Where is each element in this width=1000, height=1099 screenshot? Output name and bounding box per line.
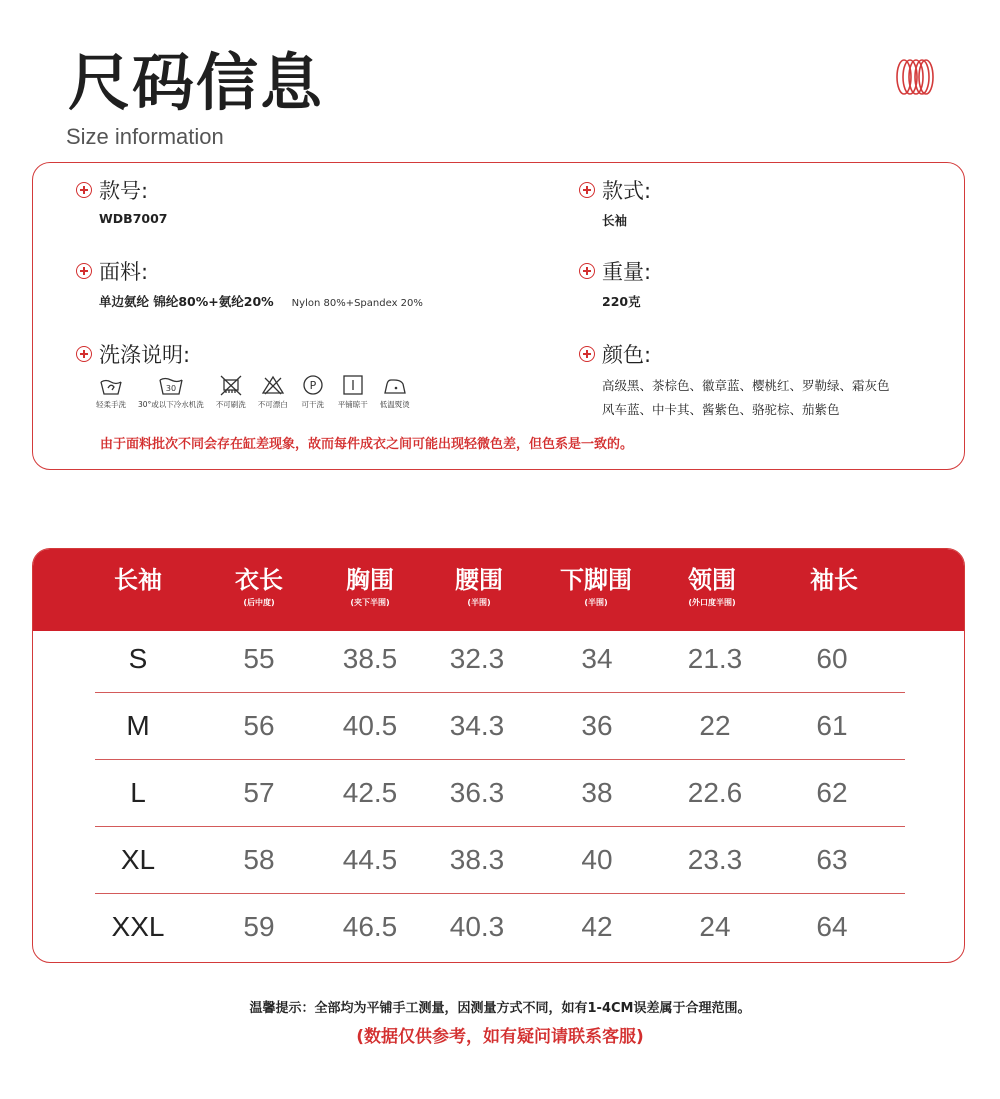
column-header: 衣长 (后中度) [235, 566, 283, 608]
machine-wash-30-icon [158, 374, 184, 396]
weight-field [579, 257, 651, 310]
color-list-line: 高级黑、茶棕色、徽章蓝、樱桃红、罗勒绿、霜灰色 [602, 378, 890, 393]
hem-cell: 34 [581, 643, 613, 674]
care-item: 轻柔手洗 [96, 374, 126, 410]
svg-text:P: P [309, 379, 317, 392]
no-bleach-icon [260, 374, 286, 396]
flat-dry-icon [340, 374, 366, 396]
chest-cell: 46.5 [342, 911, 398, 942]
color-label: 颜色: [602, 343, 652, 367]
waist-cell: 32.3 [449, 643, 505, 674]
table-row [95, 629, 905, 693]
row-divider [95, 893, 905, 895]
care-instructions [96, 374, 422, 410]
table-row [95, 830, 905, 894]
reference-note: (数据仅供参考，如有疑问请联系客服) [356, 1027, 644, 1047]
measurement-tip: 温馨提示：全部均为平铺手工测量，因测量方式不同，如有1-4CM误差属于合理范围。 [249, 1001, 751, 1016]
sleeve-cell: 64 [816, 911, 848, 942]
color-field [579, 340, 890, 422]
column-header: 领围 (外口度半围) [688, 566, 736, 608]
collar-cell: 23.3 [687, 844, 743, 875]
color-list-line: 风车蓝、中卡其、酱紫色、骆驼棕、茄紫色 [602, 402, 840, 417]
weight-value: 220克 [602, 294, 641, 309]
care-item: 30 30°或以下冷水机洗 [138, 374, 204, 410]
style-field [579, 176, 651, 229]
length-cell: 58 [243, 844, 275, 875]
sleeve-cell: 63 [816, 844, 848, 875]
care-item: P 可干洗 [300, 374, 326, 410]
column-header: 腰围 (半围) [455, 566, 503, 608]
low-iron-icon [382, 374, 408, 396]
waist-cell: 38.3 [449, 844, 505, 875]
collar-cell: 22 [699, 710, 731, 741]
table-row [95, 897, 905, 961]
row-divider [95, 692, 905, 694]
color-difference-notice: 由于面料批次不同会存在缸差现象，故而每件成衣之间可能出现轻微色差，但色系是一致的。 [100, 437, 634, 452]
row-divider [95, 759, 905, 761]
chest-cell: 42.5 [342, 777, 398, 808]
size-table [32, 548, 965, 963]
column-header: 长袖 [114, 566, 162, 594]
waist-cell: 40.3 [449, 911, 505, 942]
style-no-field [76, 176, 167, 226]
style-label: 款式: [602, 179, 652, 203]
page-subtitle: Size information [66, 124, 224, 149]
plus-circle-icon [76, 263, 92, 279]
chest-cell: 44.5 [342, 844, 398, 875]
hem-cell: 38 [581, 777, 613, 808]
length-cell: 56 [243, 710, 275, 741]
hem-cell: 36 [581, 710, 613, 741]
size-cell: XXL [111, 911, 165, 942]
fabric-field [76, 257, 423, 310]
hem-cell: 40 [581, 844, 613, 875]
care-item: 平铺晾干 [338, 374, 368, 410]
collar-cell: 21.3 [687, 643, 743, 674]
fabric-value-en: Nylon 80%+Spandex 20% [291, 298, 423, 309]
dry-clean-icon [300, 374, 326, 396]
size-cell: L [130, 777, 146, 808]
table-row [95, 696, 905, 760]
style-no-value: WDB7007 [99, 211, 168, 226]
wash-label: 洗涤说明: [99, 343, 191, 367]
fabric-value: 单边氨纶 锦纶80%+氨纶20% [99, 294, 274, 309]
style-no-label: 款号: [99, 179, 149, 203]
size-table-header [33, 549, 964, 631]
collar-cell: 22.6 [687, 777, 743, 808]
column-header: 胸围 (夹下半围) [346, 566, 394, 608]
care-item: 低温熨烫 [380, 374, 410, 410]
fabric-label: 面料: [99, 260, 149, 284]
plus-circle-icon [579, 346, 595, 362]
length-cell: 55 [243, 643, 275, 674]
column-header: 下脚围 (半围) [560, 566, 632, 608]
page-title: 尺码信息 [68, 46, 325, 119]
collar-cell: 24 [699, 911, 731, 942]
hem-cell: 42 [581, 911, 613, 942]
weight-label: 重量: [602, 260, 652, 284]
hand-wash-icon [98, 374, 124, 396]
plus-circle-icon [579, 263, 595, 279]
wash-field [76, 340, 190, 368]
size-cell: S [128, 643, 148, 674]
plus-circle-icon [579, 182, 595, 198]
sleeve-cell: 62 [816, 777, 848, 808]
size-cell: M [126, 710, 150, 741]
no-brush-icon [218, 374, 244, 396]
chest-cell: 38.5 [342, 643, 398, 674]
style-value: 长袖 [602, 213, 628, 228]
rings-decoration-icon [895, 58, 935, 96]
length-cell: 59 [243, 911, 275, 942]
plus-circle-icon [76, 182, 92, 198]
length-cell: 57 [243, 777, 275, 808]
row-divider [95, 826, 905, 828]
waist-cell: 34.3 [449, 710, 505, 741]
column-header: 袖长 [810, 566, 858, 594]
svg-text:30: 30 [165, 384, 176, 393]
product-info-card [32, 162, 965, 470]
care-item: 不可漂白 [258, 374, 288, 410]
sleeve-cell: 61 [816, 710, 848, 741]
plus-circle-icon [76, 346, 92, 362]
size-cell: XL [120, 844, 156, 875]
sleeve-cell: 60 [816, 643, 848, 674]
waist-cell: 36.3 [449, 777, 505, 808]
chest-cell: 40.5 [342, 710, 398, 741]
care-item: 不可刷洗 [216, 374, 246, 410]
table-row [95, 763, 905, 827]
